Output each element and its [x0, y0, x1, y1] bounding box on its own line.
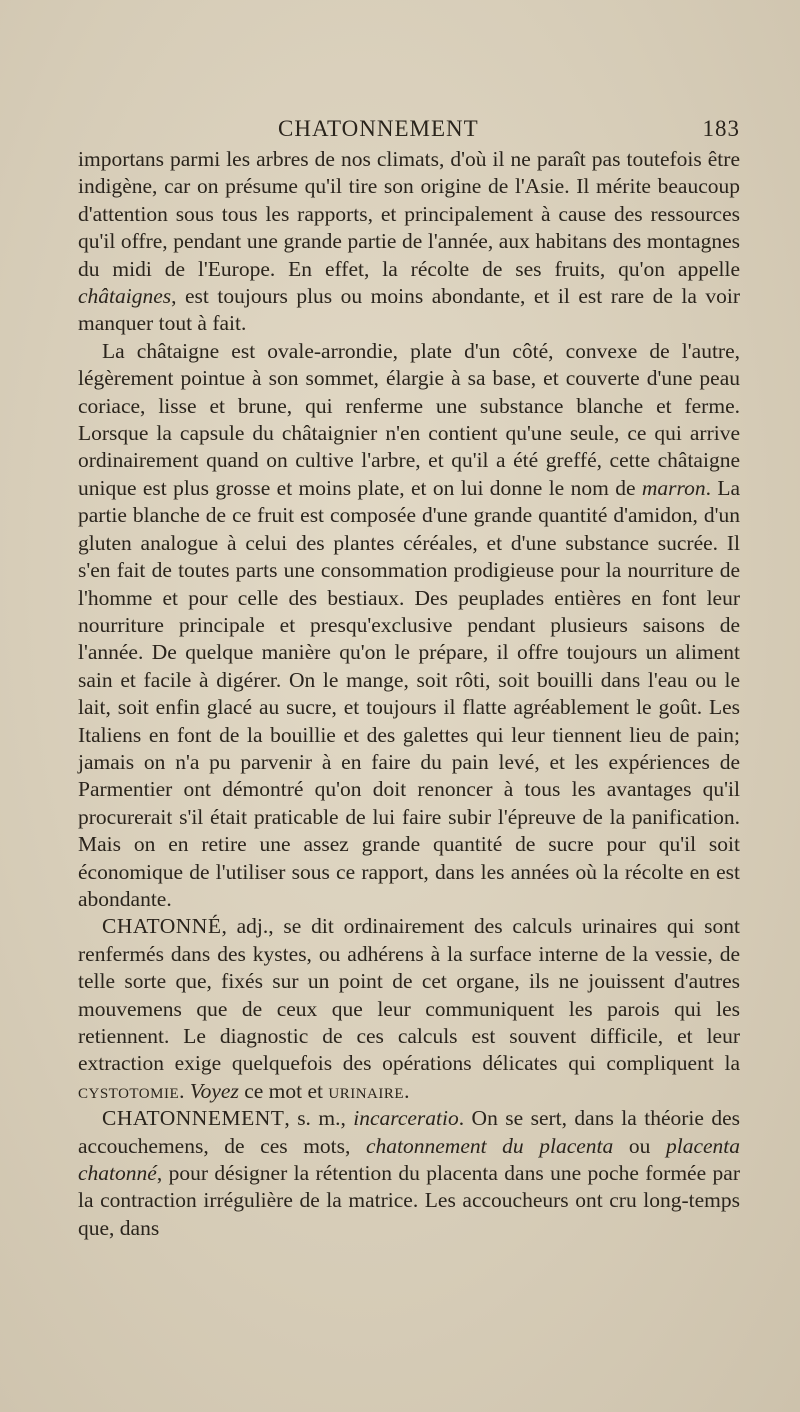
text-run: ou — [613, 1133, 666, 1158]
cross-reference: cystotomie — [78, 1078, 180, 1103]
italic-term: placenta chatonné — [78, 1133, 741, 1186]
text-run: , adj., se dit ordinairement des calculs urinaires qui sont renfermés dans des kystes, ou adhérens à la surface interne de la vessie, de telle sorte que, fixés sur un point de cet organe, ils ne jouissent d'autres mouvemens que de ceux que leur communiquent les parois qui les retiennent. Le diagnostic de ces calculs est souvent difficile, et leur extraction exige quelquefois des opérations délicates qui compliquent la — [78, 914, 740, 1076]
paragraph-chataignier-continued — [78, 146, 740, 338]
entry-chatonnement — [78, 1105, 740, 1242]
body-text — [78, 146, 740, 1242]
text-run: , pour désigner la rétention du placenta dans une poche formée par la contraction irrégulière de la matrice. Les accoucheurs ont cru long-temps que, dans — [78, 1161, 740, 1240]
italic-term: marron — [641, 475, 706, 500]
text-run: . — [179, 1078, 190, 1103]
entry-headword: CHATONNÉ — [102, 914, 222, 939]
text-run: , s. m., — [284, 1106, 354, 1131]
text-run: , est toujours plus ou moins abondante, et il est rare de la voir manquer tout à fait. — [78, 284, 740, 336]
text-run: importans parmi les arbres de nos climats, d'où il ne paraît pas toutefois être indigène, car on présume qu'il tire son origine de l'Asie. Il mérite beaucoup d'attention sous tous les rapports, et principalement à cause des ressources qu'il offre, pendant une grande partie de l'année, aux habitans des montagnes du midi de l'Europe. En effet, la récolte de ses fruits, qu'on appelle — [78, 147, 740, 281]
entry-chatonne — [78, 913, 740, 1105]
page-number: 183 — [702, 116, 740, 141]
text-run: . La partie blanche de ce fruit est composée d'une grande quantité d'amidon, d'un gluten analogue à celui des plantes céréales, et d'une substance sucrée. Il s'en fait de toutes parts une consommation prodigieuse pour la nourriture de l'homme et pour celle des bestiaux. Des peuplades entières en font leur nourriture principale et presqu'exclusive pendant plusieurs saisons de l'année. De quelque manière qu'on le prépare, il offre toujours un aliment sain et facile à digérer. On le mange, soit rôti, soit bouilli dans l'eau ou le lait, soit enfin glacé au sucre, et toujours il flatte agréablement le goût. Les Italiens en font de la bouillie et des galettes qui leur tiennent lieu de pain; jamais on n'a pu parvenir à en faire du pain levé, et les expériences de Parmentier ont démontré qu'on doit renoncer à tous les avantages qu'il procurerait s'il était praticable de lui faire subir l'épreuve de la panification. Mais on en retire une assez grande quantité de sucre pour qu'il soit économique de l'utiliser sous ce rapport, dans les années où la récolte en est abondante. — [78, 475, 740, 911]
text-run: ce mot et — [238, 1078, 329, 1103]
text-run: . — [404, 1078, 410, 1103]
paragraph-chataigne — [78, 338, 740, 914]
page-header — [78, 116, 740, 146]
italic-term: chatonnement du placenta — [365, 1133, 614, 1158]
entry-headword: CHATONNEMENT — [102, 1106, 285, 1131]
running-head: CHATONNEMENT — [278, 116, 479, 141]
italic-term: châtaignes — [78, 284, 172, 309]
cross-reference: urinaire — [328, 1078, 405, 1103]
italic-term: Voyez — [189, 1078, 239, 1103]
text-run: La châtaigne est ovale-arrondie, plate d'un côté, convexe de l'autre, légèrement pointue à son sommet, élargie à sa base, et couverte d'une peau coriace, lisse et brune, qui renferme une substance blanche et ferme. Lorsque la capsule du châtaignier n'en contient qu'une seule, ce qui arrive ordinairement quand on cultive l'arbre, et qu'il a été greffé, cette châtaigne unique est plus grosse et moins plate, et on lui donne le nom de — [78, 338, 740, 500]
text-run: . On se sert, dans la théorie des accouchemens, de ces mots, — [78, 1106, 740, 1158]
italic-term: incarceratio — [353, 1106, 459, 1131]
